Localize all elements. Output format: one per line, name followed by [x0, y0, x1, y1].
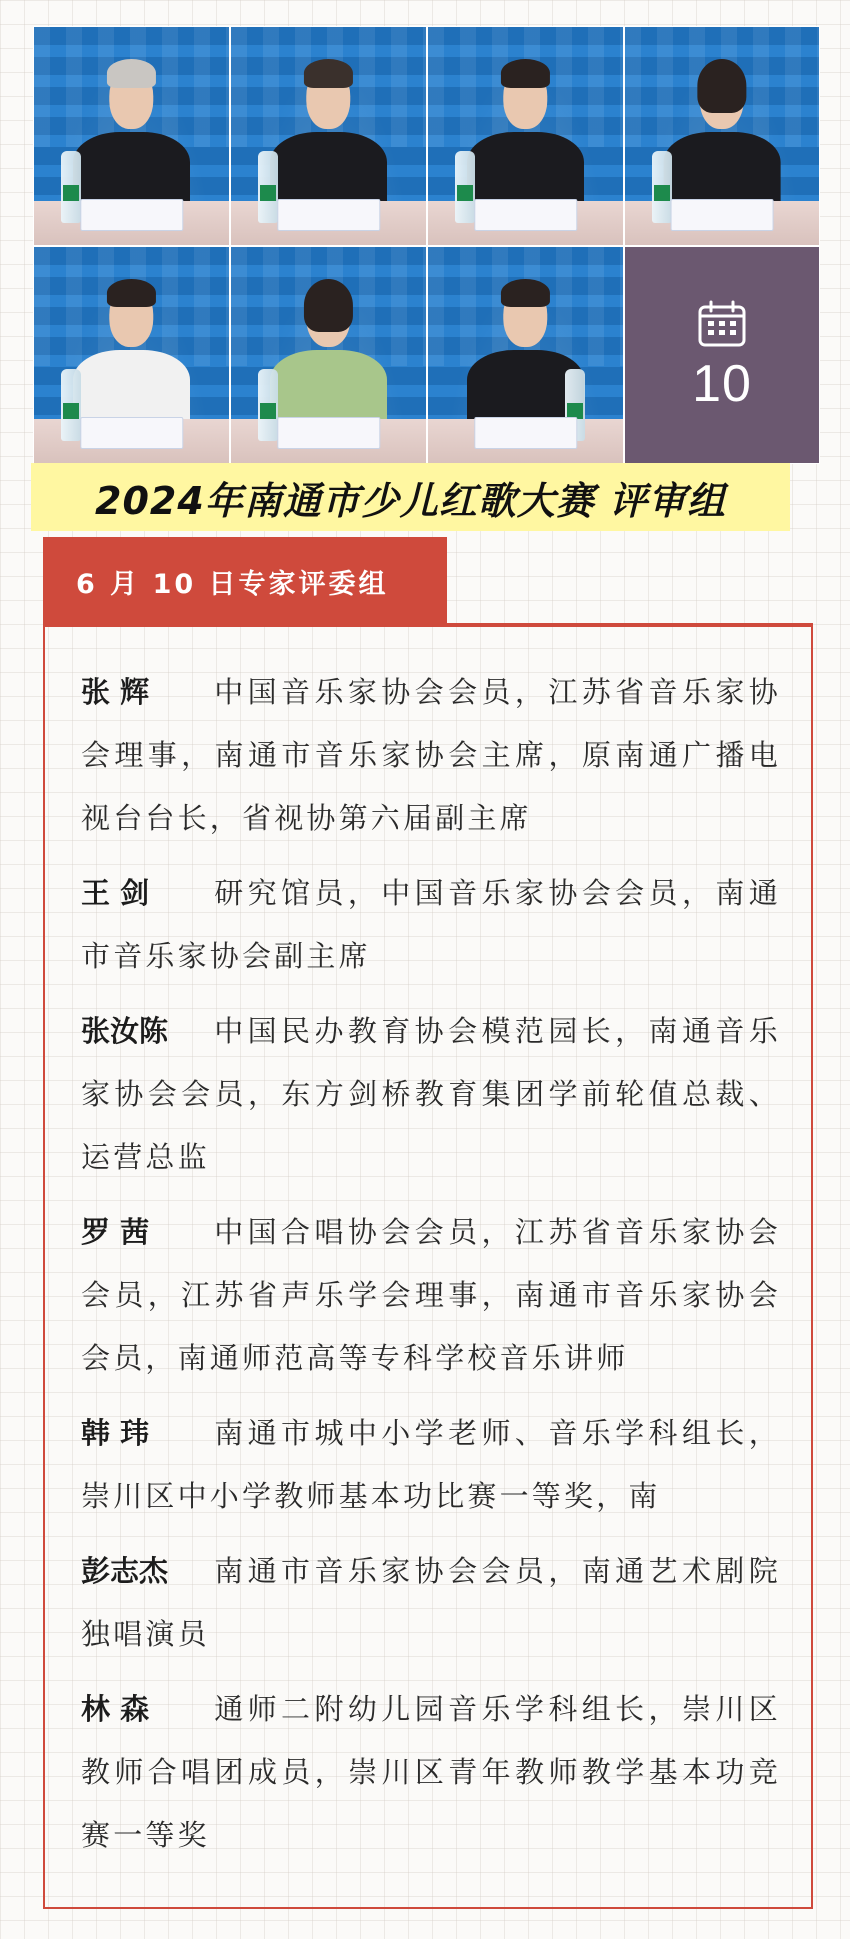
judge-name: 王 剑: [81, 876, 150, 910]
judge-photo: [33, 246, 230, 464]
judge-name: 张 辉: [81, 675, 150, 709]
judge-photo: [230, 246, 427, 464]
judge-desc: 中国民办教育协会模范园长，南通音乐家协会会员，东方剑桥教育集团学前轮值总裁、运营总监: [81, 1014, 781, 1174]
judge-desc: 中国音乐家协会会员，江苏省音乐家协会理事，南通市音乐家协会主席，原南通广播电视台台长，省视协第六届副主席: [81, 675, 781, 835]
judges-list: [81, 661, 781, 1879]
nameplate: [277, 199, 380, 231]
panel-tab: [43, 537, 447, 625]
judge-name: 彭志杰: [81, 1554, 169, 1588]
judge-photo: [230, 26, 427, 246]
judge-entry: [81, 1201, 781, 1390]
judge-photo: [427, 246, 624, 464]
nameplate: [80, 417, 183, 449]
judge-photo-grid: [33, 26, 820, 464]
judge-entry: [81, 661, 781, 850]
panel-tab-label: 6 月 10 日专家评委组: [76, 568, 389, 600]
judge-photo: [624, 26, 820, 246]
date-tile: [624, 246, 820, 464]
nameplate: [80, 199, 183, 231]
judge-desc: 中国合唱协会会员，江苏省音乐家协会会员，江苏省声乐学会理事，南通市音乐家协会会员，南通师范高等专科学校音乐讲师: [81, 1215, 781, 1375]
nameplate: [474, 417, 577, 449]
judge-entry: [81, 1540, 781, 1666]
judge-photo: [427, 26, 624, 246]
nameplate: [474, 199, 577, 231]
judge-name: 张汝陈: [81, 1014, 169, 1048]
judge-name: 韩 玮: [81, 1416, 150, 1450]
page-title: 2024年南通市少儿红歌大赛 评审组: [95, 478, 726, 523]
nameplate: [671, 199, 774, 231]
judge-desc: 南通市音乐家协会会员，南通艺术剧院独唱演员: [81, 1554, 781, 1651]
judge-photo: [33, 26, 230, 246]
judge-entry: [81, 1000, 781, 1189]
judge-name: 林 森: [81, 1692, 150, 1726]
judge-desc: 研究馆员，中国音乐家协会会员，南通市音乐家协会副主席: [81, 876, 781, 973]
judge-entry: [81, 1678, 781, 1867]
judge-name: 罗 茜: [81, 1215, 150, 1249]
nameplate: [277, 417, 380, 449]
judge-desc: 通师二附幼儿园音乐学科组长，崇川区教师合唱团成员，崇川区青年教师教学基本功竞赛一等奖: [81, 1692, 781, 1852]
judge-desc: 南通市城中小学老师、音乐学科组长，崇川区中小学教师基本功比赛一等奖，南: [81, 1416, 781, 1513]
date-number: 10: [692, 355, 752, 413]
title-banner: [31, 463, 790, 531]
calendar-icon: [697, 300, 747, 348]
judge-entry: [81, 1402, 781, 1528]
judge-entry: [81, 862, 781, 988]
